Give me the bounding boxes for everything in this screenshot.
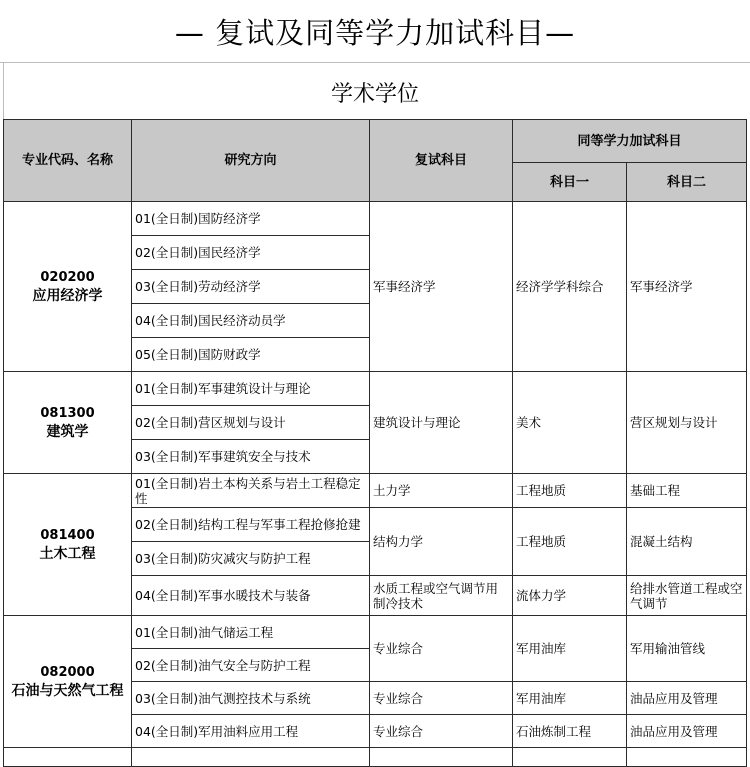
subject2-cell: 油品应用及管理 xyxy=(627,682,747,715)
table-row xyxy=(4,372,747,406)
major-name: 应用经济学 xyxy=(32,287,103,304)
retest-cell: 土力学 xyxy=(370,474,513,508)
direction-cell: 04(全日制)国民经济动员学 xyxy=(132,304,370,338)
direction-cell: 01(全日制)油气储运工程 xyxy=(132,616,370,649)
subject2-cell: 军用输油管线 xyxy=(627,616,747,682)
major-cell xyxy=(4,474,132,616)
table-row xyxy=(4,202,747,236)
subject1-cell: 军用油库 xyxy=(513,682,627,715)
retest-cell: 专业综合 xyxy=(370,616,513,682)
major-code: 081300 xyxy=(40,405,95,421)
subject1-cell: 军用油库 xyxy=(513,616,627,682)
major-code: 082000 xyxy=(40,664,95,680)
direction-cell: 02(全日制)营区规划与设计 xyxy=(132,406,370,440)
subject2-cell: 混凝土结构 xyxy=(627,508,747,576)
direction-cell: 03(全日制)劳动经济学 xyxy=(132,270,370,304)
major-name: 建筑学 xyxy=(46,423,89,440)
major-cell xyxy=(4,202,132,372)
direction-cell: 01(全日制)军事建筑设计与理论 xyxy=(132,372,370,406)
empty-cell xyxy=(627,748,747,767)
direction-cell: 02(全日制)结构工程与军事工程抢修抢建 xyxy=(132,508,370,542)
subject1-cell: 工程地质 xyxy=(513,508,627,576)
section-subtitle: 学术学位 xyxy=(330,81,419,107)
header-extra: 同等学力加试科目 xyxy=(513,120,747,163)
retest-cell: 专业综合 xyxy=(370,715,513,748)
direction-cell: 01(全日制)国防经济学 xyxy=(132,202,370,236)
table-row xyxy=(4,474,747,508)
direction-cell: 04(全日制)军事水暖技术与装备 xyxy=(132,576,370,616)
major-cell xyxy=(4,372,132,474)
subject1-cell: 流体力学 xyxy=(513,576,627,616)
subject1-cell: 工程地质 xyxy=(513,474,627,508)
major-code: 020200 xyxy=(40,269,95,285)
direction-cell: 03(全日制)油气测控技术与系统 xyxy=(132,682,370,715)
direction-cell: 03(全日制)防灾减灾与防护工程 xyxy=(132,542,370,576)
header-subject1: 科目一 xyxy=(513,163,627,202)
empty-cell xyxy=(132,748,370,767)
divider xyxy=(0,62,750,63)
retest-cell: 军事经济学 xyxy=(370,202,513,372)
table-row xyxy=(4,748,747,767)
page-title: — 复试及同等学力加试科目— xyxy=(174,15,576,50)
direction-cell: 04(全日制)军用油料应用工程 xyxy=(132,715,370,748)
direction-cell: 03(全日制)军事建筑安全与技术 xyxy=(132,440,370,474)
major-code: 081400 xyxy=(40,527,95,543)
header-subject2: 科目二 xyxy=(627,163,747,202)
subject1-cell: 美术 xyxy=(513,372,627,474)
subject2-cell: 营区规划与设计 xyxy=(627,372,747,474)
subject1-cell: 经济学学科综合 xyxy=(513,202,627,372)
retest-cell: 建筑设计与理论 xyxy=(370,372,513,474)
direction-cell: 05(全日制)国防财政学 xyxy=(132,338,370,372)
direction-cell: 02(全日制)油气安全与防护工程 xyxy=(132,649,370,682)
major-cell xyxy=(4,616,132,748)
major-name: 土木工程 xyxy=(39,545,96,562)
retest-cell: 结构力学 xyxy=(370,508,513,576)
table-row xyxy=(4,616,747,649)
subject2-cell: 基础工程 xyxy=(627,474,747,508)
empty-cell xyxy=(513,748,627,767)
subject2-cell: 给排水管道工程或空气调节 xyxy=(627,576,747,616)
empty-cell xyxy=(370,748,513,767)
header-direction: 研究方向 xyxy=(132,120,370,202)
subjects-table xyxy=(3,119,747,767)
header-major: 专业代码、名称 xyxy=(4,120,132,202)
major-name: 石油与天然气工程 xyxy=(11,682,124,699)
subject1-cell: 石油炼制工程 xyxy=(513,715,627,748)
subject2-cell: 油品应用及管理 xyxy=(627,715,747,748)
retest-cell: 专业综合 xyxy=(370,682,513,715)
header-retest: 复试科目 xyxy=(370,120,513,202)
direction-cell: 01(全日制)岩土本构关系与岩土工程稳定性 xyxy=(132,474,370,508)
subject2-cell: 军事经济学 xyxy=(627,202,747,372)
empty-cell xyxy=(4,748,132,767)
direction-cell: 02(全日制)国民经济学 xyxy=(132,236,370,270)
header-row xyxy=(4,120,747,163)
retest-cell: 水质工程或空气调节用制冷技术 xyxy=(370,576,513,616)
